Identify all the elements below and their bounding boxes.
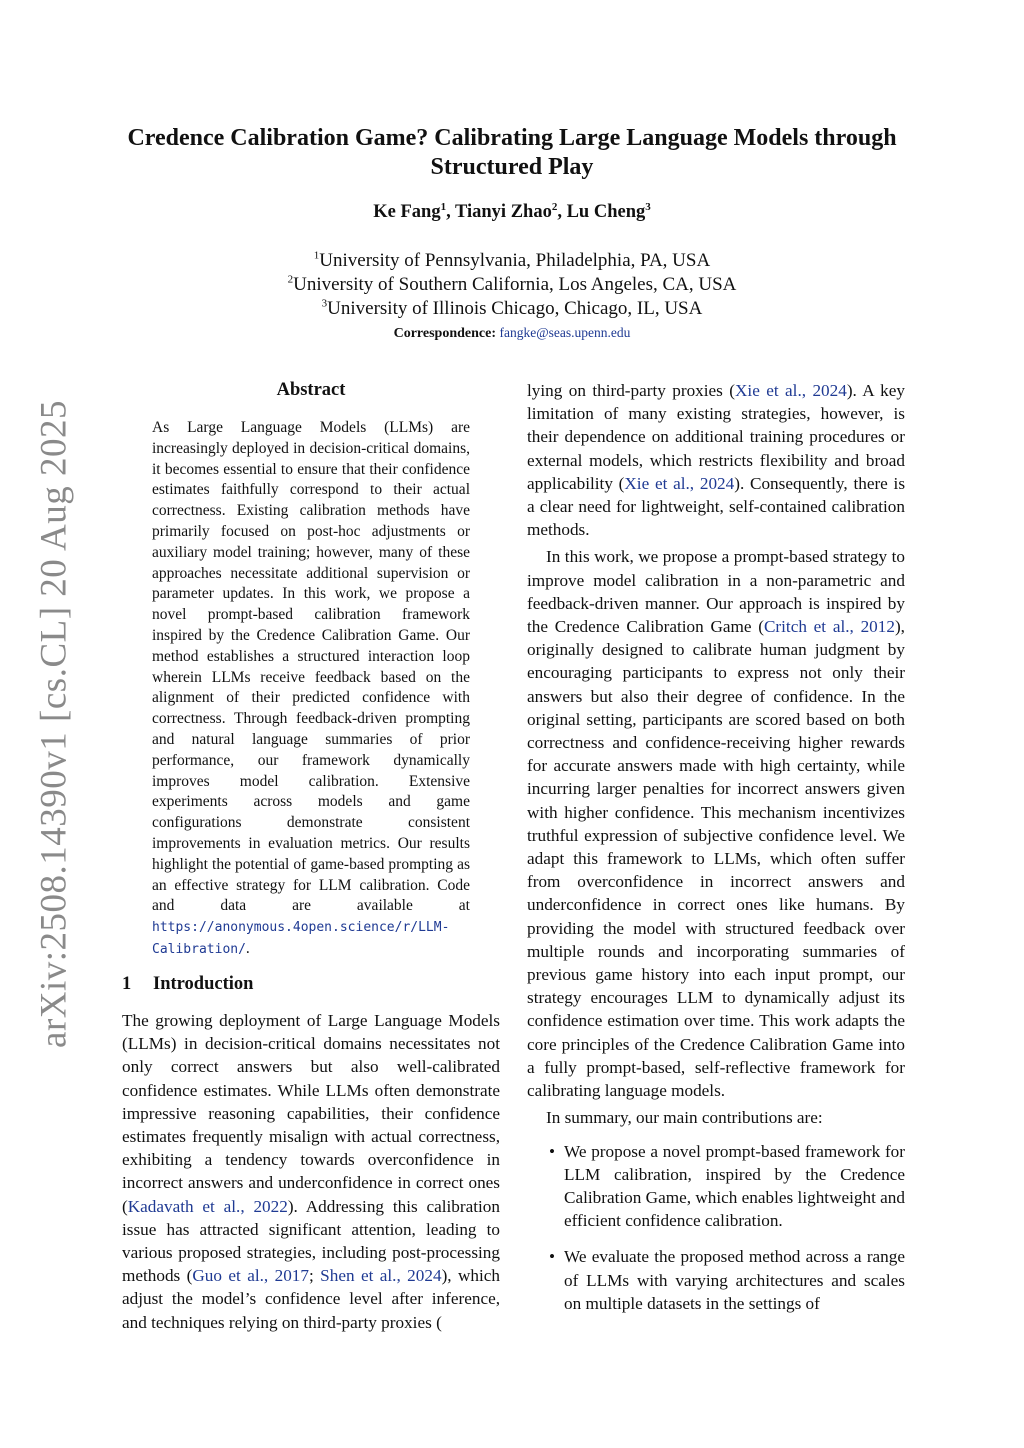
paragraph-text: The growing deployment of Large Language Models (LLMs) in decision-critical domains necessitates not only correct answers but also well-calibrated confidence estimates. While LLMs often demonstrate impressive reasoning capabilities, their confidence estimates frequently misalign with actual correctness, exhibiting a tendency towards overconfidence in incorrect answers and underconfidence in correct ones ( (122, 1011, 500, 1216)
paper-title: Credence Calibration Game? Calibrating Large Language Models through Structured Play (127, 125, 897, 180)
left-column (122, 1009, 500, 1334)
bullet-marker: • (549, 1141, 556, 1161)
affiliation-text: University of Pennsylvania, Philadelphia, PA, USA (319, 250, 711, 271)
affiliation-list (0, 249, 1024, 321)
affiliation-line (0, 249, 1024, 273)
author-name: Tianyi Zhao (455, 202, 552, 222)
correspondence (0, 323, 1024, 344)
section-heading-introduction (122, 971, 500, 997)
bullet-marker: • (549, 1247, 556, 1267)
paragraph-text: ), which adjust the model’s confidence level after inference, and techniques relying on third-party proxies ( (122, 1266, 500, 1332)
citation-link[interactable]: Critch et al., 2012 (763, 617, 895, 637)
author-list: Ke Fang$^1$, Tianyi Zhao$^2$, Lu Cheng$^3$ (373, 200, 651, 222)
author-name: Ke Fang (373, 202, 441, 222)
code-url-link[interactable]: https://anonymous.4open.science/r/LLM-Calibration/ (152, 920, 450, 957)
intro-paragraph-1-continued (527, 379, 905, 541)
right-column (527, 379, 905, 1328)
author-affiliation-marker: 1 (440, 200, 447, 213)
paragraph-text: ). A key limitation of many existing strategies, however, is their dependence on additional training procedures or external models, which restricts flexibility and broad applicability ( (527, 381, 906, 493)
affiliation-marker: 1 (313, 249, 320, 262)
citation-link[interactable]: Xie et al., 2024 (624, 473, 735, 493)
contribution-list (527, 1140, 905, 1315)
arxiv-identifier: arXiv:2508.14390v1 [cs.CL] 20 Aug 2025 (33, 400, 75, 1048)
list-item (527, 1245, 905, 1315)
list-item-text: We propose a novel prompt-based framework for LLM calibration, inspired by the Credence Calibration Game, which enables lightweight and efficient confidence calibration. (564, 1141, 905, 1231)
correspondence-email-link[interactable]: fangke@seas.upenn.edu (499, 325, 631, 340)
intro-paragraph-2 (527, 545, 905, 1102)
section-title: Introduction (153, 974, 254, 994)
author-name: Lu Cheng (566, 202, 646, 222)
citation-link[interactable]: Guo et al., 2017 (192, 1266, 309, 1286)
abstract-text: As Large Language Models (LLMs) are increasingly deployed in decision-critical domains, it becomes essential to ensure that their confidence estimates faithfully correspond to their actual correctness. Existing calibration methods have primarily focused on post-hoc adjustments or auxiliary model training; however, many of these approaches necessitate additional supervision or parameter updates. In this work, we propose a novel prompt-based calibration framework inspired by the Credence Calibration Game. Our method establishes a structured interaction loop wherein LLMs receive feedback based on the alignment of their predicted confidence with correctness. Through feedback-driven prompting and natural language summaries of prior performance, our framework dynamically improves model calibration. Extensive experiments across models and game configurations demonstrate consistent improvements in evaluation metrics. Our results highlight the potential of game-based prompting as an effective strategy for LLM calibration. Code and data are available at (152, 419, 470, 915)
citation-link[interactable]: Shen et al., 2024 (320, 1266, 442, 1286)
abstract-end: . (245, 939, 250, 957)
affiliation-marker: 3 (321, 297, 328, 310)
affiliation-line (0, 273, 1024, 297)
abstract-heading: Abstract (276, 380, 346, 400)
paragraph-text: ). Consequently, there is a clear need for lightweight, self-contained calibration methods. (527, 473, 906, 540)
citation-link[interactable]: Kadavath et al., 2022 (127, 1196, 288, 1216)
intro-paragraph-3: In summary, our main contributions are: (546, 1108, 823, 1128)
intro-paragraph-1 (122, 1009, 500, 1334)
affiliation-text: University of Illinois Chicago, Chicago, IL, USA (327, 298, 703, 319)
affiliation-text: University of Southern California, Los Angeles, CA, USA (293, 274, 737, 295)
affiliation-marker: 2 (287, 273, 294, 286)
paragraph-text: ; (308, 1266, 321, 1286)
paragraph-text: lying on third-party proxies ( (527, 381, 735, 400)
correspondence-label: Correspondence: (393, 326, 496, 341)
author-affiliation-marker: 2 (551, 200, 558, 213)
paragraph-text: In this work, we propose a prompt-based strategy to improve model calibration in a non-parametric and feedback-driven manner. Our approach is inspired by the Credence Calibration Game ( (527, 547, 905, 637)
section-number: 1 (122, 974, 132, 994)
list-item-text: We evaluate the proposed method across a range of LLMs with varying architectures and scales on multiple datasets in the settings of (564, 1247, 905, 1313)
citation-link[interactable]: Xie et al., 2024 (735, 381, 847, 400)
paragraph-text: ). Addressing this calibration issue has attracted significant attention, leading to various proposed strategies, including post-processing methods ( (122, 1196, 500, 1286)
author-affiliation-marker: 3 (645, 200, 651, 213)
list-item (527, 1140, 905, 1233)
paragraph-text: ), originally designed to calibrate human judgment by encouraging participants to express not only their answers but also their degree of confidence. In the original setting, participants are scored based on both correctness and confidence-receiving higher rewards for accurate answers made with high certainty, while incurring larger penalties for incorrect answers given with higher confidence. This mechanism incentivizes truthful expression of subjective confidence level. We adapt this framework to LLMs, which often suffer from overconfidence in incorrect answers and underconfidence in correct ones like humans. By providing the model with structured feedback over multiple rounds and incorporating summaries of previous game history into each input prompt, our strategy encourages LLM to dynamically adjust its confidence estimation over time. This work adapts the core principles of the Credence Calibration Game into a fully prompt-based, self-reflective framework for calibrating language models. (527, 617, 905, 1101)
abstract-body (152, 418, 470, 961)
affiliation-line (0, 297, 1024, 321)
